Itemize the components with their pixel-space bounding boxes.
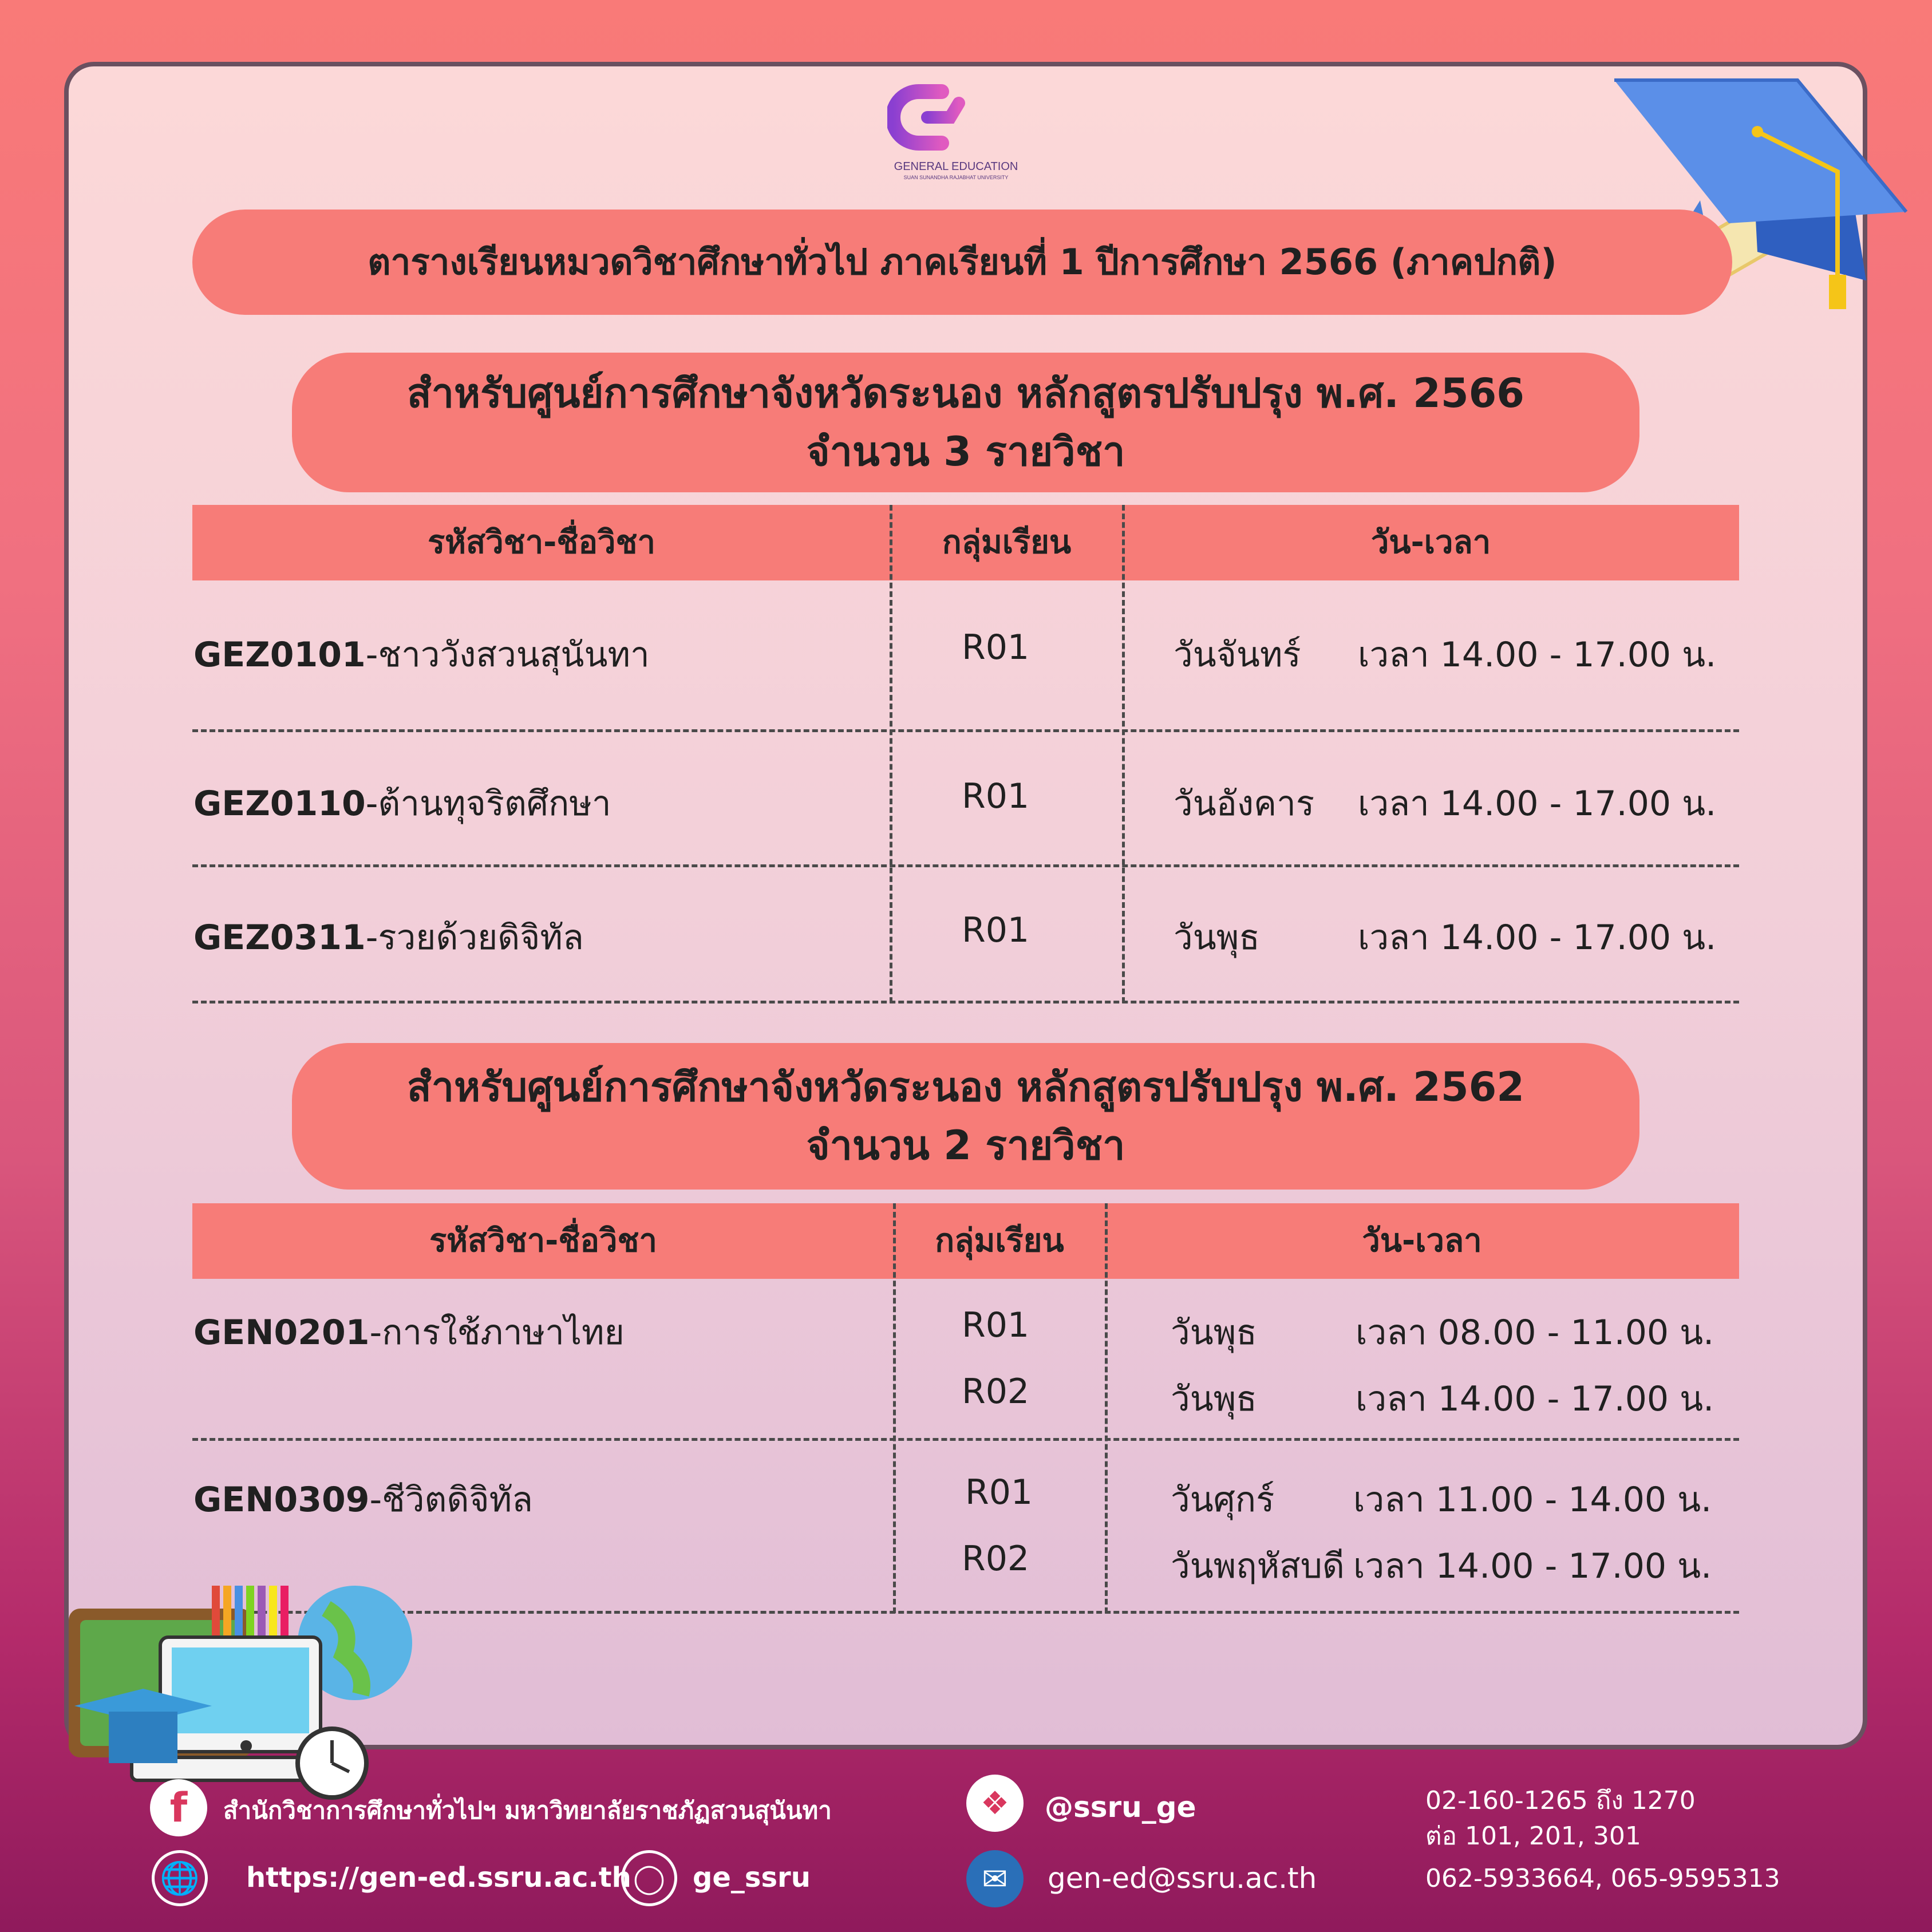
class-day: วันจันทร์ [1174, 635, 1301, 675]
column-header-course: รหัสวิชา-ชื่อวิชา [429, 1222, 657, 1259]
class-day: วันพุธ [1171, 1379, 1257, 1419]
row-divider [192, 864, 1739, 867]
instagram-link[interactable]: ge_ssru [693, 1862, 811, 1894]
time-label: เวลา [1358, 635, 1429, 675]
table-row [193, 776, 611, 831]
class-time [1356, 1305, 1714, 1360]
table-row [193, 1472, 533, 1527]
column-divider [890, 505, 892, 1003]
row-divider [192, 1438, 1739, 1441]
logo-subtext: SUAN SUNANDHA RAJABHAT UNIVERSITY [903, 175, 1009, 180]
logo-text: GENERAL EDUCATION [894, 160, 1018, 173]
course-code: GEZ0311 [193, 918, 366, 958]
time-range: 14.00 - 17.00 น. [1440, 918, 1717, 958]
column-divider [893, 1203, 896, 1613]
course-name: -ชาววังสวนสุนันทา [365, 635, 650, 675]
column-header-group: กลุ่มเรียน [935, 1222, 1064, 1259]
class-time [1353, 1472, 1712, 1527]
instagram-icon[interactable]: ◯ [621, 1850, 677, 1906]
table-row [193, 1305, 625, 1360]
class-day: วันพุธ [1174, 918, 1260, 958]
time-range: 08.00 - 11.00 น. [1437, 1313, 1714, 1353]
time-range: 14.00 - 17.00 น. [1440, 784, 1717, 824]
column-header-datetime: วัน-เวลา [1370, 524, 1491, 561]
class-time [1358, 776, 1716, 831]
section1-heading-line1: สำหรับศูนย์การศึกษาจังหวัดระนอง หลักสูตรปรับปรุง พ.ศ. 2566 [406, 370, 1524, 417]
course-code: GEZ0110 [193, 784, 366, 824]
course-name: -การใช้ภาษาไทย [369, 1313, 625, 1353]
course-name: -ต้านทุจริตศึกษา [365, 784, 611, 824]
section1-table-header [192, 505, 1739, 580]
facebook-icon[interactable]: f [150, 1779, 207, 1836]
time-label: เวลา [1353, 1480, 1425, 1520]
mobile-numbers: 062-5933664, 065-9595313 [1425, 1864, 1780, 1893]
time-label: เวลา [1353, 1546, 1425, 1586]
course-code: GEN0309 [193, 1480, 370, 1520]
table-row [193, 627, 650, 682]
class-day: วันศุกร์ [1171, 1480, 1275, 1520]
section2-heading [292, 1043, 1639, 1190]
phone-number: 02-160-1265 ถึง 1270 [1425, 1786, 1696, 1815]
group-code: R01 [962, 776, 1030, 816]
mail-icon[interactable]: ✉ [966, 1850, 1024, 1907]
globe-icon[interactable]: 🌐 [152, 1850, 208, 1906]
class-day: วันพฤหัสบดี [1171, 1546, 1345, 1586]
group-code: R01 [962, 627, 1030, 667]
course-name: -รวยด้วยดิจิทัล [365, 918, 584, 958]
page-title-text: ตารางเรียนหมวดวิชาศึกษาทั่วไป ภาคเรียนที่ 1 ปีการศึกษา 2566 (ภาคปกติ) [368, 241, 1557, 283]
class-day: วันอังคาร [1174, 784, 1315, 824]
course-code: GEN0201 [193, 1313, 370, 1353]
row-divider [192, 1001, 1739, 1003]
time-range: 14.00 - 17.00 น. [1437, 1379, 1714, 1419]
time-range: 11.00 - 14.00 น. [1435, 1480, 1712, 1520]
group-code: R02 [962, 1539, 1030, 1579]
section1-heading-line2: จำนวน 3 รายวิชา [806, 428, 1125, 475]
section2-heading-line2: จำนวน 2 รายวิชา [806, 1122, 1125, 1169]
table-row [193, 910, 584, 965]
row-divider [192, 1611, 1739, 1614]
class-time [1353, 1539, 1712, 1593]
section2-table-header [192, 1203, 1739, 1279]
column-divider [1122, 505, 1125, 1003]
class-time [1358, 910, 1716, 965]
group-code: R01 [965, 1472, 1033, 1512]
section2-heading-line1: สำหรับศูนย์การศึกษาจังหวัดระนอง หลักสูตรปรับปรุง พ.ศ. 2562 [406, 1064, 1524, 1111]
school-supplies-icon [57, 1574, 424, 1815]
twitter-icon[interactable]: ❖ [966, 1775, 1024, 1832]
course-name: -ชีวิตดิจิทัล [369, 1480, 533, 1520]
class-time [1356, 1372, 1714, 1426]
time-label: เวลา [1356, 1313, 1427, 1353]
phone-extension: ต่อ 101, 201, 301 [1425, 1822, 1641, 1851]
page-title [192, 210, 1732, 315]
email-link[interactable]: gen-ed@ssru.ac.th [1048, 1862, 1317, 1895]
twitter-link[interactable]: @ssru_ge [1045, 1791, 1196, 1824]
column-header-group: กลุ่มเรียน [942, 524, 1072, 561]
group-code: R01 [962, 1305, 1030, 1345]
time-range: 14.00 - 17.00 น. [1440, 635, 1717, 675]
section1-heading [292, 353, 1639, 492]
time-label: เวลา [1358, 784, 1429, 824]
facebook-link[interactable]: สำนักวิชาการศึกษาทั่วไปฯ มหาวิทยาลัยราชภัฏสวนสุนันทา [223, 1796, 832, 1824]
time-range: 14.00 - 17.00 น. [1435, 1546, 1712, 1586]
time-label: เวลา [1358, 918, 1429, 958]
group-code: R02 [962, 1372, 1030, 1412]
course-code: GEZ0101 [193, 635, 366, 675]
class-time [1358, 627, 1716, 682]
row-divider [192, 729, 1739, 732]
class-day: วันพุธ [1171, 1313, 1257, 1353]
column-header-course: รหัสวิชา-ชื่อวิชา [428, 524, 655, 561]
time-label: เวลา [1356, 1379, 1427, 1419]
column-header-datetime: วัน-เวลา [1362, 1222, 1482, 1259]
website-link[interactable]: https://gen-ed.ssru.ac.th [246, 1862, 631, 1894]
column-divider [1105, 1203, 1108, 1613]
group-code: R01 [962, 910, 1030, 950]
